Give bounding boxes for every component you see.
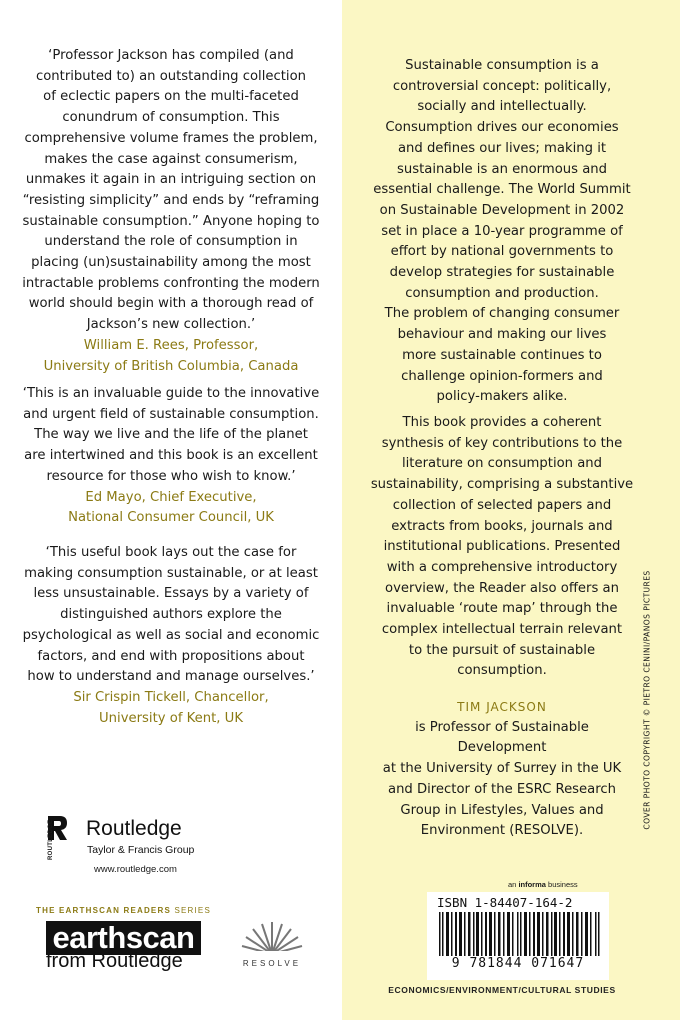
review-quote-3 <box>18 543 324 729</box>
blurb-line: sustainable is an enormous and <box>396 161 608 177</box>
informa-prefix: an <box>508 880 517 889</box>
blurb-line: challenge opinion-formers and <box>401 368 603 384</box>
author-name: TIM JACKSON <box>457 700 547 714</box>
blurb-line: complex intellectual terrain relevant <box>381 622 623 638</box>
quote-line: understand the role of consumption in <box>44 234 298 250</box>
blurb-line: behaviour and making our lives <box>397 327 607 343</box>
photo-credit <box>640 550 654 850</box>
review-quote-1 <box>18 46 324 377</box>
quote-line: are intertwined and this book is an excellent <box>24 448 318 464</box>
quote-line: of eclectic papers on the multi-faceted <box>43 89 299 105</box>
quote-line: how to understand and manage ourselves.’ <box>27 669 315 685</box>
blurb-line: The problem of changing consumer <box>384 306 620 322</box>
blurb-line: This book provides a coherent <box>402 415 602 430</box>
blurb-line: literature on consumption and <box>401 456 603 472</box>
publisher-group: Taylor & Francis Group <box>87 844 195 856</box>
quote-line: making consumption sustainable, or at least <box>24 565 318 581</box>
bio-line: Group in Lifestyles, Values and <box>400 802 604 818</box>
bio-line: and Director of the ESRC Research <box>387 781 616 797</box>
quote-line: placing (un)sustainability among the most <box>31 255 311 271</box>
barcode <box>427 892 609 980</box>
quote-line: resource for those who wish to know.’ <box>46 468 296 484</box>
photo-credit-text: COVER PHOTO COPYRIGHT © PIETRO CENINI/PANOS PICTURES <box>642 570 652 830</box>
quote-attribution: William E. Rees, Professor, <box>83 337 259 353</box>
quote-line: makes the case against consumerism, <box>44 151 298 167</box>
barcode-bars-icon <box>437 912 601 962</box>
informa-brand: informa <box>518 880 546 889</box>
quote-line: ‘This useful book lays out the case for <box>45 545 297 560</box>
quote-line: distinguished authors explore the <box>60 607 282 623</box>
blurb-line: sustainability, comprising a substantive <box>370 477 634 493</box>
quote-line: comprehensive volume frames the problem, <box>24 130 318 146</box>
bio-line: is Professor of Sustainable Development <box>415 719 589 756</box>
bio-line: at the University of Surrey in the UK <box>382 761 622 777</box>
quote-line: psychological as well as social and economic <box>22 627 320 643</box>
subject-categories: ECONOMICS/ENVIRONMENT/CULTURAL STUDIES <box>388 985 616 995</box>
quote-line: intractable problems confronting the modern <box>22 275 320 291</box>
resolve-logo-text: RESOLVE <box>242 959 302 968</box>
informa-suffix: business <box>548 880 578 889</box>
blurb-line: consumption. <box>457 663 547 679</box>
blurb-line: extracts from books, journals and <box>391 518 613 534</box>
quote-line: and urgent field of sustainable consumption. <box>23 406 319 422</box>
isbn-text: ISBN 1-84407-164-2 <box>437 895 573 910</box>
blurb-line: effort by national governments to <box>390 244 614 260</box>
blurb-line: set in place a 10-year programme of <box>381 223 623 239</box>
quote-line: conundrum of consumption. This <box>62 110 280 126</box>
blurb-line: controversial concept: politically, <box>392 78 612 94</box>
earthscan-logo: earthscan <box>46 921 201 955</box>
blurb-line: policy-makers alike. <box>436 389 568 405</box>
quote-line: sustainable consumption.” Anyone hoping to <box>22 213 320 229</box>
publisher-url[interactable]: www.routledge.com <box>94 864 177 875</box>
blurb-line: invaluable ‘route map’ through the <box>386 601 618 617</box>
routledge-mark-text: ROUTLEDGE <box>48 819 54 860</box>
quote-line: unmakes it again in an intriguing section on <box>25 172 317 188</box>
ean-number: 9 781844 071647 <box>427 956 609 971</box>
blurb-line: overview, the Reader also offers an <box>385 580 619 596</box>
blurb-paragraph-1 <box>370 56 634 408</box>
blurb-line: institutional publications. Presented <box>383 539 621 555</box>
quote-line: The way we live and the life of the planet <box>34 427 308 443</box>
blurb-line: develop strategies for sustainable <box>389 265 615 281</box>
quote-attribution: University of British Columbia, Canada <box>43 358 299 374</box>
quote-attribution: University of Kent, UK <box>99 710 243 726</box>
quote-line: ‘This is an invaluable guide to the innovative <box>22 386 320 401</box>
series-suffix: SERIES <box>174 906 211 915</box>
routledge-name: Routledge <box>86 817 182 840</box>
blurb-line: socially and intellectually. <box>417 99 587 115</box>
author-bio <box>370 697 634 842</box>
review-quote-2 <box>18 384 324 529</box>
blurb-line: to the pursuit of sustainable <box>408 642 596 658</box>
quote-attribution: Sir Crispin Tickell, Chancellor, <box>73 689 269 705</box>
blurb-line: essential challenge. The World Summit <box>373 182 631 198</box>
blurb-line: with a comprehensive introductory <box>386 559 618 575</box>
quote-attribution: National Consumer Council, UK <box>68 510 274 526</box>
routledge-logo <box>46 814 206 864</box>
blurb-line: more sustainable continues to <box>402 347 602 363</box>
imprint-tagline: from Routledge <box>46 950 183 972</box>
quote-attribution: Ed Mayo, Chief Executive, <box>85 489 257 505</box>
series-prefix: THE EARTHSCAN READERS <box>36 906 171 915</box>
quote-line: Jackson’s new collection.’ <box>86 317 256 333</box>
blurb-line: collection of selected papers and <box>392 497 612 513</box>
quote-line: world should begin with a thorough read of <box>28 296 314 312</box>
quote-line: factors, and end with propositions about <box>37 648 305 664</box>
quote-line: contributed to) an outstanding collection <box>35 68 307 84</box>
quote-line: less unsustainable. Essays by a variety of <box>33 586 309 602</box>
informa-business <box>508 880 578 889</box>
quote-line: ‘Professor Jackson has compiled (and <box>48 48 294 63</box>
blurb-line: on Sustainable Development in 2002 <box>379 202 625 218</box>
bio-line: Environment (RESOLVE). <box>420 823 584 839</box>
blurb-line: consumption and production. <box>405 285 599 301</box>
quote-line: “resisting simplicity” and ends by “reframing <box>22 192 320 208</box>
blurb-line: synthesis of key contributions to the <box>381 435 623 451</box>
blurb-line: and defines our lives; making it <box>397 140 607 156</box>
blurb-paragraph-2 <box>370 413 634 682</box>
series-label <box>36 906 211 915</box>
blurb-line: Sustainable consumption is a <box>405 58 599 73</box>
blurb-line: Consumption drives our economies <box>385 120 619 136</box>
